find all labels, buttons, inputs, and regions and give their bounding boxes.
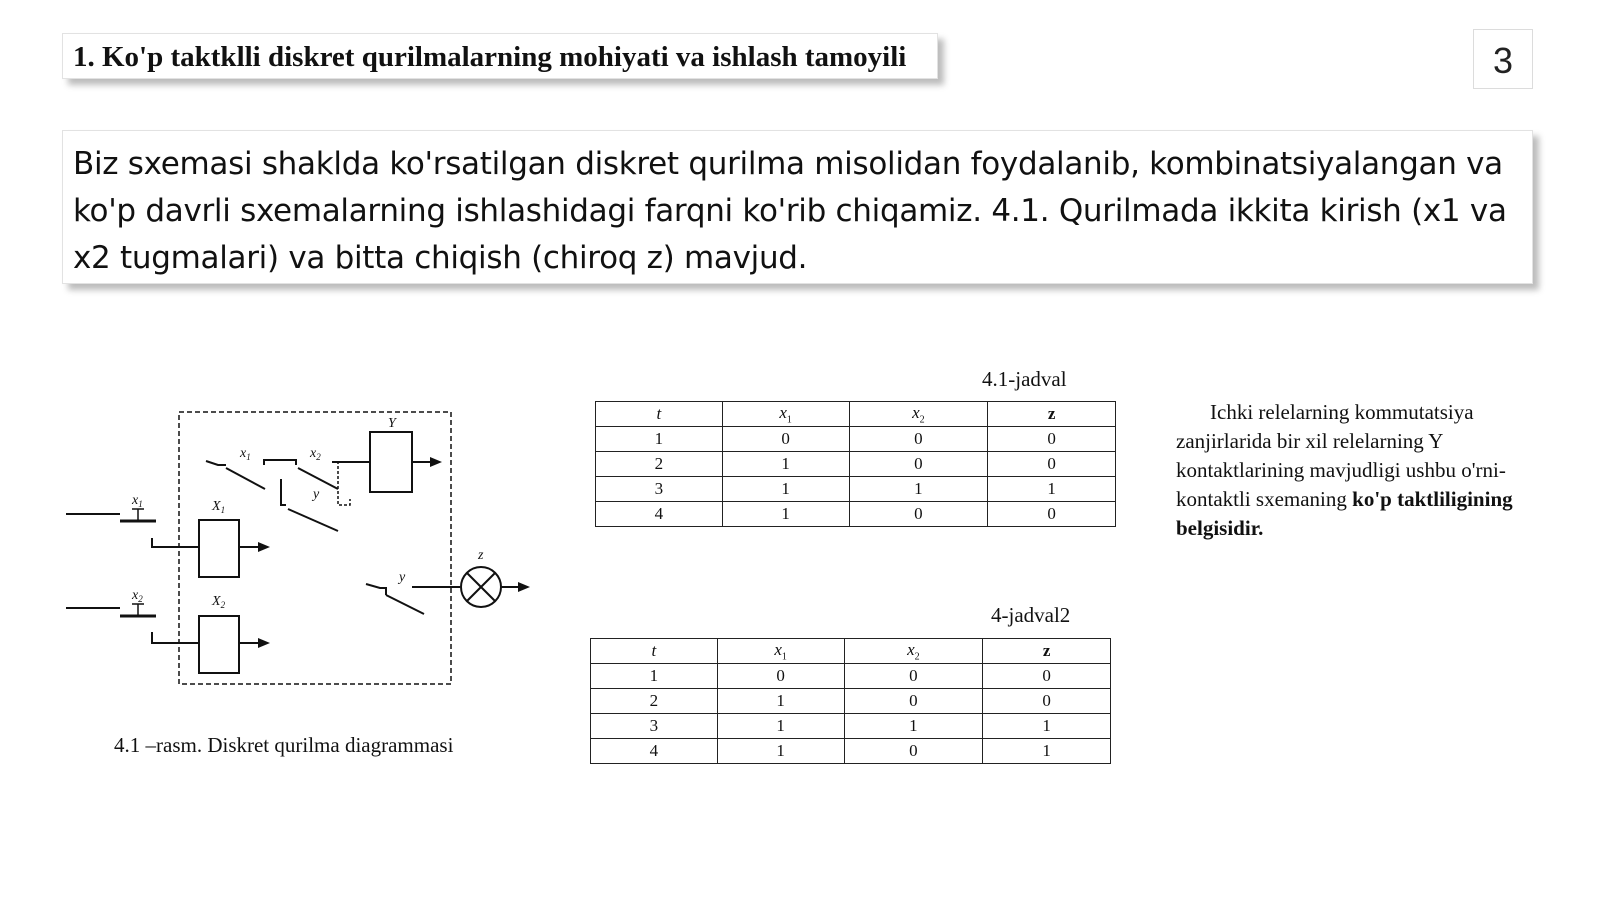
cell: 1 <box>844 714 983 739</box>
side-text-normal: Ichki relelarning kommutatsiya zanjirlarida bir xil relelarning Y kontaktlarining mavjudligi ushbu o'rni-kontaktli sxemaning <box>1176 400 1506 511</box>
label-contact-y-upper: y <box>313 487 320 502</box>
cell: 1 <box>722 477 849 502</box>
label-lamp-z: z <box>478 548 484 563</box>
cell: 1 <box>722 452 849 477</box>
cell: 0 <box>844 739 983 764</box>
cell: 0 <box>849 427 988 452</box>
cell: 0 <box>844 689 983 714</box>
table1-caption: 4.1-jadval <box>982 367 1067 391</box>
header-t: t <box>596 402 723 427</box>
cell: 0 <box>722 427 849 452</box>
cell: 1 <box>717 739 844 764</box>
truth-table-1 <box>595 401 1116 527</box>
header-x1: $x_1$ <box>722 402 849 427</box>
label-x2-button: $x_2$ <box>132 588 143 604</box>
cell: 4 <box>591 739 718 764</box>
cell: 2 <box>591 689 718 714</box>
table-row <box>591 739 1111 764</box>
cell: 0 <box>983 664 1111 689</box>
header-t: t <box>591 639 718 664</box>
page-number: 3 <box>1473 29 1533 89</box>
cell: 0 <box>983 689 1111 714</box>
truth-table-2 <box>590 638 1111 764</box>
cell: 1 <box>849 477 988 502</box>
header-x2: $x_2$ <box>844 639 983 664</box>
side-paragraph <box>1176 398 1536 543</box>
cell: 1 <box>983 714 1111 739</box>
label-relay-Y: Y <box>388 416 396 431</box>
circuit-diagram <box>60 395 540 695</box>
side-text-bold: ko'p taktliligining belgisidir. <box>1176 487 1513 540</box>
intro-text: Biz sxemasi shaklda ko'rsatilgan diskret qurilma misolidan foydalanib, kombinatsiyalangan va ko'p davrli sxemalarning ishlashidagi farqni ko'rib chiqamiz. 4.1. Qurilmada ikkita kirish (x1 va x2 tugmalari) va bitta chiqish (chiroq z) mavjud. <box>73 146 1507 276</box>
cell: 1 <box>988 477 1116 502</box>
cell: 1 <box>591 664 718 689</box>
label-x1-button: $x_1$ <box>132 493 143 509</box>
figure-caption: 4.1 –rasm. Diskret qurilma diagrammasi <box>114 733 454 757</box>
cell: 1 <box>983 739 1111 764</box>
cell: 1 <box>596 427 723 452</box>
cell: 0 <box>849 452 988 477</box>
header-z: z <box>988 402 1116 427</box>
slide-title: 1. Ko'p taktklli diskret qurilmalarning mohiyati va ishlash tamoyili <box>73 41 907 73</box>
table-header-row <box>596 402 1116 427</box>
label-contact-x1: $x_1$ <box>240 446 251 462</box>
label-relay-X1: $X_1$ <box>212 499 226 515</box>
cell: 0 <box>844 664 983 689</box>
table-row <box>591 664 1111 689</box>
intro-box <box>62 130 1533 284</box>
cell: 3 <box>596 477 723 502</box>
header-x1: $x_1$ <box>717 639 844 664</box>
table-row <box>596 477 1116 502</box>
slide-title-box <box>62 33 938 79</box>
cell: 2 <box>596 452 723 477</box>
cell: 0 <box>988 452 1116 477</box>
label-contact-y-lower: y <box>399 570 406 585</box>
side-text <box>1176 398 1536 543</box>
cell: 3 <box>591 714 718 739</box>
label-relay-X2: $X_2$ <box>212 594 226 610</box>
header-z: z <box>983 639 1111 664</box>
header-x2: $x_2$ <box>849 402 988 427</box>
cell: 0 <box>717 664 844 689</box>
cell: 0 <box>988 502 1116 527</box>
table-row <box>591 714 1111 739</box>
label-contact-x2: $x_2$ <box>310 446 321 462</box>
cell: 0 <box>849 502 988 527</box>
cell: 4 <box>596 502 723 527</box>
table-row <box>596 427 1116 452</box>
table-row <box>596 502 1116 527</box>
cell: 0 <box>988 427 1116 452</box>
cell: 1 <box>717 714 844 739</box>
table-row <box>596 452 1116 477</box>
cell: 1 <box>717 689 844 714</box>
table-header-row <box>591 639 1111 664</box>
cell: 1 <box>722 502 849 527</box>
table-row <box>591 689 1111 714</box>
table2-caption: 4-jadval2 <box>991 603 1071 627</box>
